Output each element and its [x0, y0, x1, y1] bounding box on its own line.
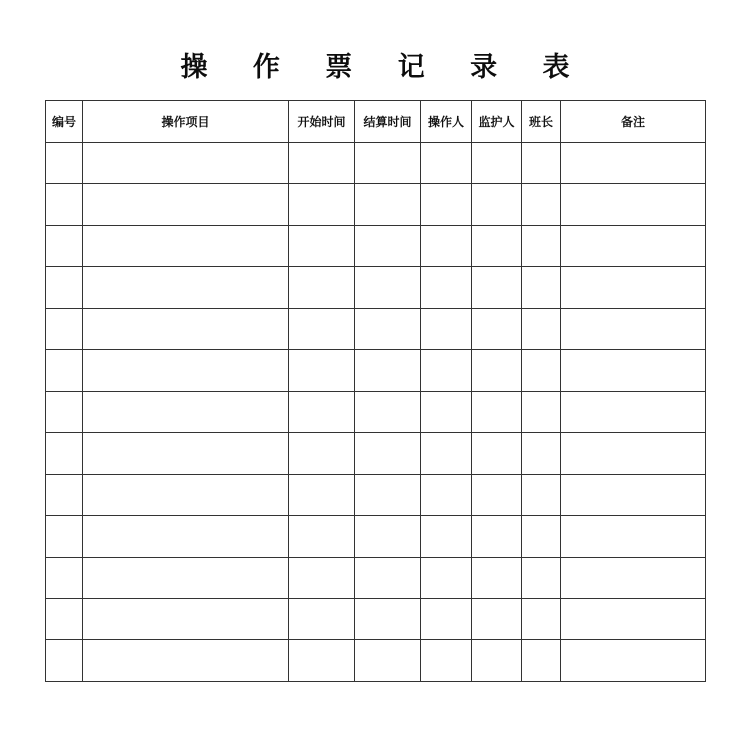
- table-row: [46, 516, 706, 557]
- header-cell-operation-item: 操作项目: [83, 101, 289, 143]
- cell-supervisor[interactable]: [472, 640, 522, 682]
- cell-start-time[interactable]: [289, 225, 355, 266]
- cell-team-leader[interactable]: [522, 350, 561, 391]
- cell-settlement-time[interactable]: [355, 640, 421, 682]
- cell-remarks[interactable]: [561, 516, 706, 557]
- cell-operation-item[interactable]: [83, 267, 289, 308]
- cell-number[interactable]: [46, 391, 83, 432]
- table-row: [46, 184, 706, 225]
- cell-number[interactable]: [46, 267, 83, 308]
- cell-operator[interactable]: [421, 267, 472, 308]
- cell-number[interactable]: [46, 474, 83, 515]
- cell-settlement-time[interactable]: [355, 225, 421, 266]
- cell-settlement-time[interactable]: [355, 391, 421, 432]
- table-row: [46, 143, 706, 184]
- cell-remarks[interactable]: [561, 225, 706, 266]
- table-row: [46, 225, 706, 266]
- cell-operator[interactable]: [421, 598, 472, 639]
- cell-start-time[interactable]: [289, 267, 355, 308]
- cell-supervisor[interactable]: [472, 267, 522, 308]
- cell-settlement-time[interactable]: [355, 474, 421, 515]
- cell-supervisor[interactable]: [472, 308, 522, 349]
- cell-team-leader[interactable]: [522, 474, 561, 515]
- cell-remarks[interactable]: [561, 143, 706, 184]
- cell-settlement-time[interactable]: [355, 308, 421, 349]
- cell-operator[interactable]: [421, 143, 472, 184]
- cell-team-leader[interactable]: [522, 143, 561, 184]
- cell-operation-item[interactable]: [83, 516, 289, 557]
- cell-number[interactable]: [46, 184, 83, 225]
- cell-start-time[interactable]: [289, 308, 355, 349]
- cell-start-time[interactable]: [289, 557, 355, 598]
- cell-settlement-time[interactable]: [355, 433, 421, 474]
- cell-supervisor[interactable]: [472, 598, 522, 639]
- table-row: [46, 640, 706, 682]
- cell-supervisor[interactable]: [472, 225, 522, 266]
- cell-settlement-time[interactable]: [355, 598, 421, 639]
- cell-start-time[interactable]: [289, 598, 355, 639]
- operation-ticket-table: [45, 100, 706, 682]
- cell-start-time[interactable]: [289, 516, 355, 557]
- table-row: [46, 557, 706, 598]
- header-cell-team-leader: 班长: [522, 101, 561, 143]
- header-cell-settlement-time: 结算时间: [355, 101, 421, 143]
- table-row: [46, 308, 706, 349]
- cell-operation-item[interactable]: [83, 391, 289, 432]
- table-row: [46, 350, 706, 391]
- cell-team-leader[interactable]: [522, 267, 561, 308]
- cell-number[interactable]: [46, 225, 83, 266]
- cell-operator[interactable]: [421, 225, 472, 266]
- cell-number[interactable]: [46, 143, 83, 184]
- cell-number[interactable]: [46, 598, 83, 639]
- cell-team-leader[interactable]: [522, 225, 561, 266]
- cell-remarks[interactable]: [561, 640, 706, 682]
- cell-operation-item[interactable]: [83, 308, 289, 349]
- cell-settlement-time[interactable]: [355, 143, 421, 184]
- cell-remarks[interactable]: [561, 308, 706, 349]
- cell-supervisor[interactable]: [472, 143, 522, 184]
- cell-operator[interactable]: [421, 640, 472, 682]
- cell-remarks[interactable]: [561, 267, 706, 308]
- cell-supervisor[interactable]: [472, 474, 522, 515]
- cell-supervisor[interactable]: [472, 350, 522, 391]
- cell-start-time[interactable]: [289, 350, 355, 391]
- cell-operator[interactable]: [421, 350, 472, 391]
- page-title: 操 作 票 记 录 表: [180, 52, 588, 83]
- cell-operator[interactable]: [421, 474, 472, 515]
- cell-supervisor[interactable]: [472, 557, 522, 598]
- table-row: [46, 474, 706, 515]
- cell-remarks[interactable]: [561, 184, 706, 225]
- header-cell-remarks: 备注: [561, 101, 706, 143]
- cell-operation-item[interactable]: [83, 474, 289, 515]
- cell-remarks[interactable]: [561, 433, 706, 474]
- cell-team-leader[interactable]: [522, 516, 561, 557]
- cell-settlement-time[interactable]: [355, 184, 421, 225]
- cell-remarks[interactable]: [561, 391, 706, 432]
- cell-operation-item[interactable]: [83, 557, 289, 598]
- cell-operator[interactable]: [421, 516, 472, 557]
- cell-number[interactable]: [46, 308, 83, 349]
- cell-operator[interactable]: [421, 308, 472, 349]
- table-body: [46, 143, 706, 682]
- cell-settlement-time[interactable]: [355, 267, 421, 308]
- cell-settlement-time[interactable]: [355, 516, 421, 557]
- cell-operator[interactable]: [421, 557, 472, 598]
- cell-number[interactable]: [46, 350, 83, 391]
- cell-remarks[interactable]: [561, 598, 706, 639]
- table-row: [46, 391, 706, 432]
- cell-number[interactable]: [46, 557, 83, 598]
- cell-number[interactable]: [46, 516, 83, 557]
- cell-team-leader[interactable]: [522, 433, 561, 474]
- cell-supervisor[interactable]: [472, 433, 522, 474]
- header-cell-start-time: 开始时间: [289, 101, 355, 143]
- cell-start-time[interactable]: [289, 640, 355, 682]
- cell-remarks[interactable]: [561, 557, 706, 598]
- header-cell-supervisor: 监护人: [472, 101, 522, 143]
- cell-operation-item[interactable]: [83, 225, 289, 266]
- cell-operation-item[interactable]: [83, 598, 289, 639]
- cell-team-leader[interactable]: [522, 557, 561, 598]
- cell-number[interactable]: [46, 433, 83, 474]
- cell-operation-item[interactable]: [83, 640, 289, 682]
- cell-operator[interactable]: [421, 184, 472, 225]
- cell-team-leader[interactable]: [522, 184, 561, 225]
- cell-operator[interactable]: [421, 433, 472, 474]
- table-row: [46, 433, 706, 474]
- cell-remarks[interactable]: [561, 350, 706, 391]
- cell-settlement-time[interactable]: [355, 350, 421, 391]
- table-row: [46, 598, 706, 639]
- cell-team-leader[interactable]: [522, 391, 561, 432]
- cell-start-time[interactable]: [289, 143, 355, 184]
- header-cell-operator: 操作人: [421, 101, 472, 143]
- cell-supervisor[interactable]: [472, 516, 522, 557]
- cell-team-leader[interactable]: [522, 640, 561, 682]
- cell-operation-item[interactable]: [83, 143, 289, 184]
- cell-supervisor[interactable]: [472, 391, 522, 432]
- header-row: [46, 101, 706, 143]
- cell-operation-item[interactable]: [83, 350, 289, 391]
- cell-supervisor[interactable]: [472, 184, 522, 225]
- cell-remarks[interactable]: [561, 474, 706, 515]
- cell-operation-item[interactable]: [83, 184, 289, 225]
- cell-number[interactable]: [46, 640, 83, 682]
- cell-team-leader[interactable]: [522, 308, 561, 349]
- header-cell-number: 编号: [46, 101, 83, 143]
- cell-start-time[interactable]: [289, 474, 355, 515]
- cell-operator[interactable]: [421, 391, 472, 432]
- cell-start-time[interactable]: [289, 391, 355, 432]
- cell-start-time[interactable]: [289, 433, 355, 474]
- table-row: [46, 267, 706, 308]
- cell-settlement-time[interactable]: [355, 557, 421, 598]
- cell-start-time[interactable]: [289, 184, 355, 225]
- cell-team-leader[interactable]: [522, 598, 561, 639]
- cell-operation-item[interactable]: [83, 433, 289, 474]
